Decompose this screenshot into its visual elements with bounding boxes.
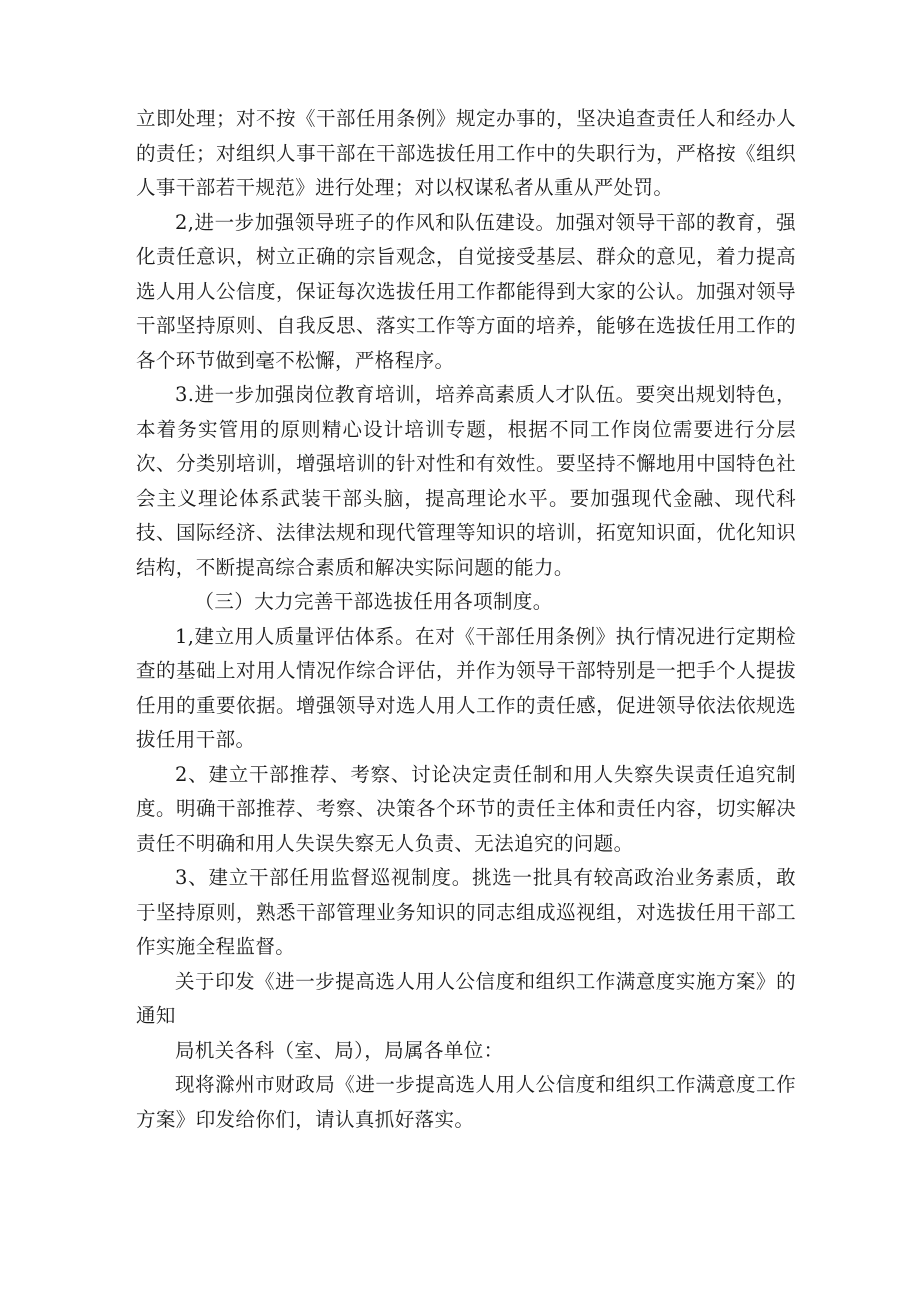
notice-addressee: 局机关各科（室、局），局属各单位：	[175, 1038, 504, 1062]
document-body	[136, 102, 796, 1137]
paragraph-item-3: 3.进一步加强岗位教育培训，培养高素质人才队伍。要突出规划特色，本着务实管用的原则精心设计培训专题，根据不同工作岗位需要进行分层次、分类别培训，增强培训的针对性和有效性。要坚持不懈地用中国特色社会主义理论体系武装干部头脑，提高理论水平。要加强现代金融、现代科技、国际经济、法律法规和现代管理等知识的培训，拓宽知识面，优化知识结构，不断提高综合素质和解决实际问题的能力。	[136, 383, 796, 579]
paragraph-system-1: 1,建立用人质量评估体系。在对《干部任用条例》执行情况进行定期检查的基础上对用人情况作综合评估，并作为领导干部特别是一把手个人提拔任用的重要依据。增强领导对选人用人工作的责任感，促进领导依法依规选拔任用干部。	[136, 624, 796, 751]
section-heading: （三）大力完善干部选拔任用各项制度。	[194, 590, 553, 613]
notice-title: 关于印发《进一步提高选人用人公信度和组织工作满意度实施方案》的通知	[136, 969, 796, 1027]
paragraph-item-2: 2,进一步加强领导班子的作风和队伍建设。加强对领导干部的教育，强化责任意识，树立正确的宗旨观念，自觉接受基层、群众的意见，着力提高选人用人公信度，保证每次选拔任用工作都能得到大家的公认。加强对领导干部坚持原则、自我反思、落实工作等方面的培养，能够在选拔任用工作的各个环节做到毫不松懈，严格程序。	[136, 210, 796, 372]
paragraph-system-2: 2、建立干部推荐、考察、讨论决定责任制和用人失察失误责任追究制度。明确干部推荐、考察、决策各个环节的责任主体和责任内容，切实解决责任不明确和用人失误失察无人负责、无法追究的问题。	[136, 762, 796, 855]
paragraph-continuation: 立即处理；对不按《干部任用条例》规定办事的，坚决追查责任人和经办人的责任；对组织人事干部在干部选拔任用工作中的失职行为，严格按《组织人事干部若干规范》进行处理；对以权谋私者从重从严处罚。	[136, 107, 796, 199]
paragraph-system-3: 3、建立干部任用监督巡视制度。挑选一批具有较高政治业务素质，敢于坚持原则，熟悉干部管理业务知识的同志组成巡视组，对选拔任用干部工作实施全程监督。	[136, 866, 796, 958]
notice-body: 现将滁州市财政局《进一步提高选人用人公信度和组织工作满意度工作方案》印发给你们，请认真抓好落实。	[136, 1073, 796, 1131]
